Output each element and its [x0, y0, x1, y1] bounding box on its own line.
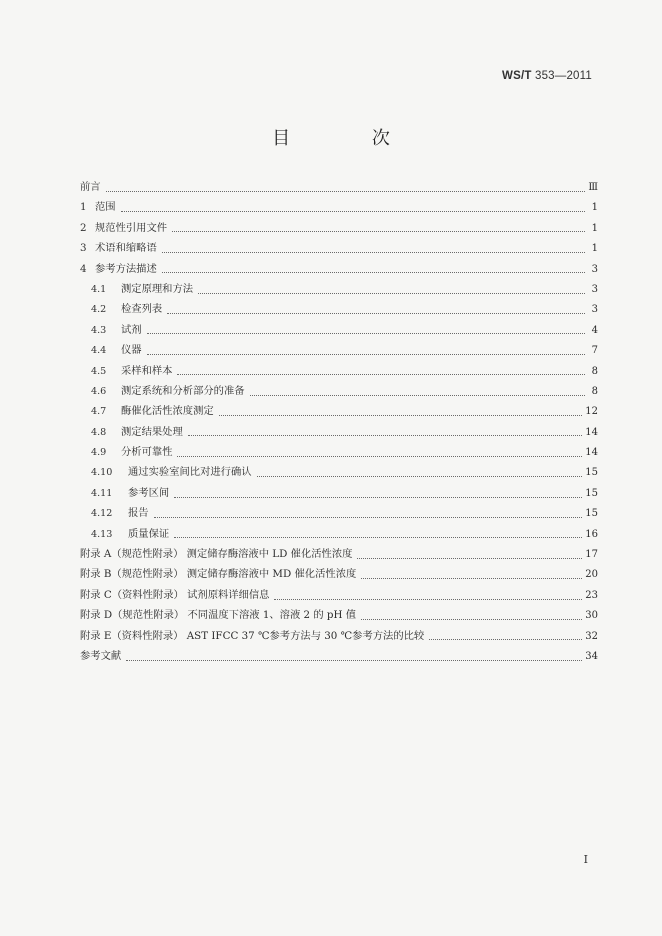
toc-entry-label: 测定系统和分析部分的准备 [121, 384, 245, 397]
toc-entry-appendix-c[interactable] [80, 585, 598, 605]
toc-entry-label: 规范性引用文件 [95, 221, 168, 234]
toc-entry-page: 20 [585, 569, 598, 581]
toc-entry-page: 14 [585, 426, 598, 438]
toc-entry-label: 前言 [80, 181, 101, 193]
dot-leader [257, 464, 583, 477]
toc-entry-label: 附录 D（规范性附录） 不同温度下溶液 1、溶液 2 的 pH 值 [80, 609, 357, 622]
toc-entry-label: 采样和样本 [121, 364, 173, 377]
toc-entry-number: 4.9 [91, 447, 107, 459]
toc-entry-4-6[interactable] [80, 381, 598, 401]
toc-entry-page: 16 [585, 528, 598, 540]
toc-entry-label: 附录 A（规范性附录） 测定储存酶溶液中 LD 催化活性浓度 [80, 548, 353, 561]
dot-leader [106, 179, 585, 192]
table-of-contents [80, 177, 598, 666]
toc-entry-page: 8 [591, 365, 598, 377]
toc-entry-page: 3 [591, 304, 598, 316]
toc-entry-label: 术语和缩略语 [95, 242, 157, 255]
toc-entry-4-2[interactable] [80, 299, 598, 319]
toc-entry-page: 15 [585, 508, 598, 520]
dot-leader [219, 403, 583, 416]
toc-entry-number: 2 [80, 221, 87, 234]
toc-entry-4-10[interactable] [80, 462, 598, 482]
toc-entry-appendix-b[interactable] [80, 564, 598, 584]
toc-entry-4-13[interactable] [80, 524, 598, 544]
toc-entry-label: 附录 C（资料性附录） 试剂原料详细信息 [80, 588, 270, 601]
toc-entry-number: 4.8 [91, 426, 107, 438]
toc-entry-number: 4.1 [91, 283, 107, 295]
dot-leader [154, 505, 583, 518]
toc-entry-page: 15 [585, 467, 598, 479]
toc-entry-label: 参考方法描述 [95, 262, 157, 275]
toc-entry-page: 1 [591, 243, 598, 255]
dot-leader [121, 199, 585, 212]
toc-entry-label: 报告 [128, 507, 149, 520]
toc-entry-4-8[interactable] [80, 422, 598, 442]
toc-entry-number: 4.10 [91, 467, 113, 479]
toc-entry-label: 分析可靠性 [121, 446, 173, 459]
toc-entry-page: 1 [591, 222, 598, 234]
toc-entry-label: 附录 B（规范性附录） 测定储存酶溶液中 MD 催化活性浓度 [80, 568, 357, 581]
dot-leader [198, 281, 585, 294]
toc-entry-number: 1 [80, 201, 87, 214]
toc-entry-label: 质量保证 [128, 527, 170, 540]
dot-leader [361, 607, 582, 620]
toc-entry-number: 4.11 [91, 487, 113, 499]
toc-entry-appendix-e[interactable] [80, 626, 598, 646]
toc-entry-number: 4.6 [91, 385, 107, 397]
toc-entry-page: 4 [591, 324, 598, 336]
toc-entry-1[interactable] [80, 197, 598, 217]
toc-entry-page: 34 [585, 650, 598, 662]
toc-entry-label: 参考区间 [128, 486, 170, 499]
toc-entry-label: 通过实验室间比对进行确认 [128, 466, 252, 479]
toc-entry-4-4[interactable] [80, 340, 598, 360]
toc-entry-number: 4 [80, 262, 87, 275]
toc-entry-page: 12 [585, 406, 598, 418]
toc-entry-number: 4.5 [91, 365, 107, 377]
toc-entry-label: 参考文献 [80, 649, 122, 662]
toc-entry-page: 3 [591, 283, 598, 295]
standard-code-prefix: WS/T [502, 70, 532, 82]
standard-code-number: 353—2011 [531, 70, 592, 82]
toc-entry-4[interactable] [80, 259, 598, 279]
toc-entry-page: Ⅲ [588, 182, 598, 193]
toc-entry-number: 4.2 [91, 304, 107, 316]
toc-entry-4-3[interactable] [80, 320, 598, 340]
toc-entry-number: 4.12 [91, 508, 113, 520]
toc-entry-number: 4.13 [91, 528, 113, 540]
dot-leader [162, 240, 585, 253]
toc-entry-4-7[interactable] [80, 401, 598, 421]
dot-leader [167, 301, 585, 314]
dot-leader [174, 525, 582, 538]
dot-leader [250, 383, 585, 396]
toc-entry-references[interactable] [80, 646, 598, 666]
toc-entry-label: 检查列表 [121, 303, 163, 316]
toc-entry-foreword[interactable] [80, 177, 598, 197]
toc-entry-label: 测定结果处理 [121, 425, 183, 438]
dot-leader [172, 219, 585, 232]
toc-entry-label: 仪器 [121, 344, 142, 357]
toc-entry-page: 7 [591, 345, 598, 357]
dot-leader [429, 627, 582, 640]
toc-entry-label: 试剂 [121, 323, 142, 336]
dot-leader [147, 321, 585, 334]
dot-leader [147, 342, 585, 355]
toc-entry-page: 14 [585, 447, 598, 459]
toc-entry-label: 范围 [95, 201, 116, 214]
dot-leader [177, 444, 582, 457]
toc-entry-label: 测定原理和方法 [121, 282, 194, 295]
toc-entry-4-9[interactable] [80, 442, 598, 462]
toc-entry-page: 30 [585, 610, 598, 622]
toc-entry-page: 1 [591, 202, 598, 214]
toc-entry-4-1[interactable] [80, 279, 598, 299]
toc-entry-page: 3 [591, 263, 598, 275]
toc-entry-page: 32 [585, 630, 598, 642]
dot-leader [274, 587, 582, 600]
toc-entry-number: 3 [80, 242, 87, 255]
toc-entry-3[interactable] [80, 238, 598, 258]
toc-entry-page: 17 [585, 549, 598, 561]
standard-code [502, 70, 592, 82]
toc-entry-label: 附录 E（资料性附录） AST IFCC 37 ℃参考方法与 30 ℃参考方法的比较 [80, 629, 425, 642]
toc-entry-4-5[interactable] [80, 361, 598, 381]
dot-leader [357, 546, 582, 559]
toc-entry-page: 23 [585, 589, 598, 601]
toc-entry-page: 8 [591, 385, 598, 397]
toc-entry-number: 4.4 [91, 345, 107, 357]
toc-entry-2[interactable] [80, 218, 598, 238]
dot-leader [361, 566, 582, 579]
dot-leader [188, 423, 582, 436]
toc-entry-appendix-a[interactable] [80, 544, 598, 564]
dot-leader [162, 260, 585, 273]
toc-entry-number: 4.7 [91, 406, 107, 418]
toc-entry-4-12[interactable] [80, 503, 598, 523]
toc-entry-page: 15 [585, 487, 598, 499]
dot-leader [177, 362, 585, 375]
dot-leader [126, 648, 582, 661]
page-title: 目 次 [272, 128, 428, 149]
dot-leader [174, 485, 582, 498]
page-folio: I [583, 853, 588, 866]
toc-entry-4-11[interactable] [80, 483, 598, 503]
toc-entry-appendix-d[interactable] [80, 605, 598, 625]
toc-entry-number: 4.3 [91, 324, 107, 336]
toc-entry-label: 酶催化活性浓度测定 [121, 405, 214, 418]
